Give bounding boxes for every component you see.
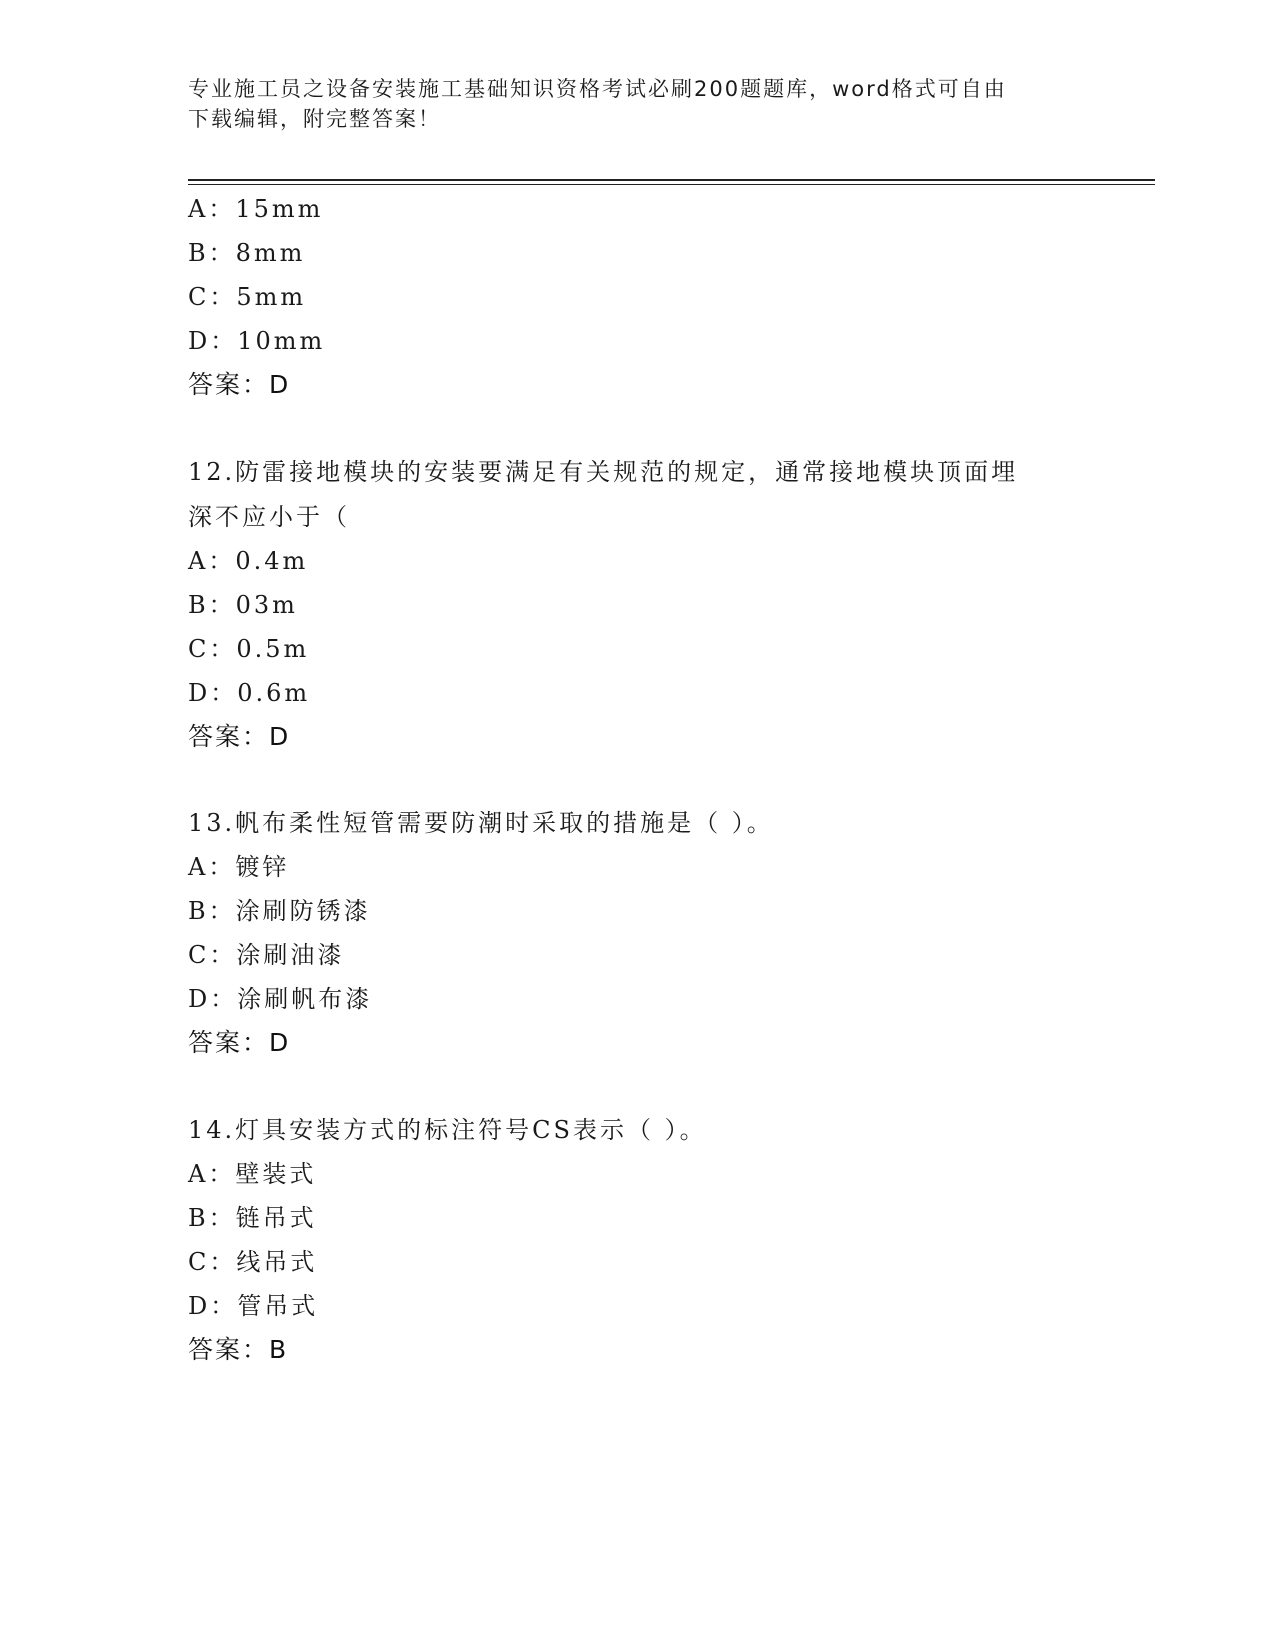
q12-stem-line-2: 深不应小于（	[188, 503, 350, 531]
q13-option-b: B：涂刷防锈漆	[188, 897, 371, 925]
header-line-1: 专业施工员之设备安装施工基础知识资格考试必刷200题题库，word格式可自由	[188, 77, 1007, 101]
header-line-2: 下载编辑，附完整答案！	[188, 107, 441, 131]
q12-answer: 答案：D	[188, 722, 291, 751]
header-rule-thin	[188, 184, 1155, 185]
q14-stem: 14.灯具安装方式的标注符号CS表示（ ）。	[188, 1116, 707, 1144]
q12-option-a: A：0.4m	[188, 547, 309, 575]
q13-stem: 13.帆布柔性短管需要防潮时采取的措施是（ ）。	[188, 809, 774, 837]
q12-option-c: C：0.5m	[188, 635, 310, 663]
q13-option-d: D：涂刷帆布漆	[188, 985, 373, 1013]
document-header	[188, 74, 1088, 134]
q11-option-a: A：15mm	[188, 195, 324, 223]
q13-option-a: A：镀锌	[188, 853, 290, 881]
q14-option-b: B：链吊式	[188, 1204, 317, 1232]
q11-option-b: B：8mm	[188, 239, 306, 267]
q14-answer: 答案：B	[188, 1335, 289, 1364]
q11-option-d: D：10mm	[188, 327, 326, 355]
q12-option-d: D：0.6m	[188, 679, 311, 707]
q14-option-a: A：壁装式	[188, 1160, 317, 1188]
q14-option-c: C：线吊式	[188, 1248, 318, 1276]
q11-option-c: C：5mm	[188, 283, 307, 311]
q14-option-d: D：管吊式	[188, 1292, 319, 1320]
q11-answer: 答案：D	[188, 370, 291, 399]
q12-option-b: B：03m	[188, 591, 298, 619]
q13-answer: 答案：D	[188, 1028, 291, 1057]
header-rule-thick	[188, 179, 1155, 181]
q12-stem-line-1: 12.防雷接地模块的安装要满足有关规范的规定，通常接地模块顶面埋	[188, 458, 1019, 486]
q13-option-c: C：涂刷油漆	[188, 941, 345, 969]
